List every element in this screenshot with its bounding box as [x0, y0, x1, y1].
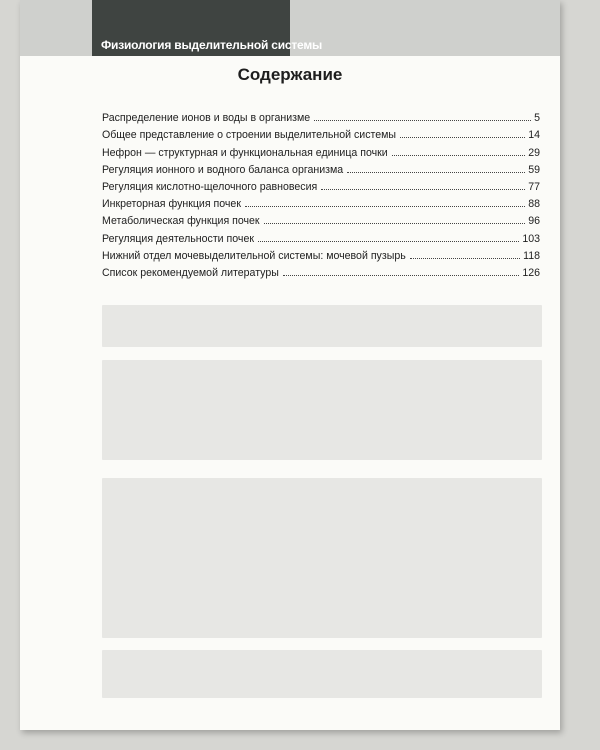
toc-entry[interactable]: [102, 107, 540, 124]
show-through-texture: [102, 305, 542, 347]
toc-entry-page: 103: [522, 232, 540, 245]
toc-entry[interactable]: [102, 262, 540, 279]
toc-dot-leader: [321, 189, 525, 190]
toc-list: [102, 107, 540, 279]
toc-entry-page: 59: [528, 163, 540, 176]
running-header-tab: [92, 0, 323, 56]
toc-entry-title: Регуляция деятельности почек: [102, 232, 254, 245]
toc-entry-title: Общее представление о строении выделительной системы: [102, 129, 397, 142]
toc-entry-title: Регуляция ионного и водного баланса организма: [102, 163, 344, 176]
show-through-texture: [102, 478, 542, 638]
toc-entry-page: 29: [528, 146, 540, 159]
toc-entry-title: Список рекомендуемой литературы: [102, 266, 279, 279]
toc-dot-leader: [392, 155, 526, 156]
toc-entry-title: Метаболическая функция почек: [102, 215, 260, 228]
toc-entry-page: 77: [528, 180, 540, 193]
toc-dot-leader: [347, 172, 525, 173]
toc-dot-leader: [258, 241, 519, 242]
toc-dot-leader: [314, 120, 531, 121]
toc-entry-title: Распределение ионов и воды в организме: [102, 112, 311, 125]
toc-dot-leader: [245, 206, 525, 207]
toc-entry[interactable]: [102, 124, 540, 141]
toc-entry-page: 5: [534, 112, 540, 125]
toc-entry-title: Нефрон — структурная и функциональная единица почки: [102, 146, 388, 159]
book-page: [20, 0, 560, 730]
toc-entry-title: Регуляция кислотно-щелочного равновесия: [102, 180, 318, 193]
toc-entry-page: 96: [528, 215, 540, 228]
toc-dot-leader: [400, 137, 525, 138]
show-through-texture: [102, 650, 542, 698]
toc-entry-title: Инкреторная функция почек: [102, 198, 241, 211]
toc-dot-leader: [264, 223, 526, 224]
toc-entry[interactable]: [102, 227, 540, 244]
toc-entry[interactable]: [102, 193, 540, 210]
toc-entry[interactable]: [102, 176, 540, 193]
toc-entry-page: 14: [528, 129, 540, 142]
toc-dot-leader: [410, 258, 520, 259]
toc-entry[interactable]: [102, 210, 540, 227]
toc-dot-leader: [283, 275, 519, 276]
toc-entry[interactable]: [102, 245, 540, 262]
toc-entry-title: Нижний отдел мочевыделительной системы: мочевой пузырь: [102, 249, 406, 262]
toc-entry-page: 118: [523, 249, 540, 262]
toc-entry-page: 126: [522, 266, 540, 279]
running-header-label: Физиология выделительной системы: [101, 38, 323, 52]
toc-entry[interactable]: [102, 159, 540, 176]
toc-entry[interactable]: [102, 141, 540, 158]
toc-entry-page: 88: [528, 198, 540, 211]
show-through-texture: [102, 360, 542, 460]
toc-title: Содержание: [237, 65, 343, 84]
